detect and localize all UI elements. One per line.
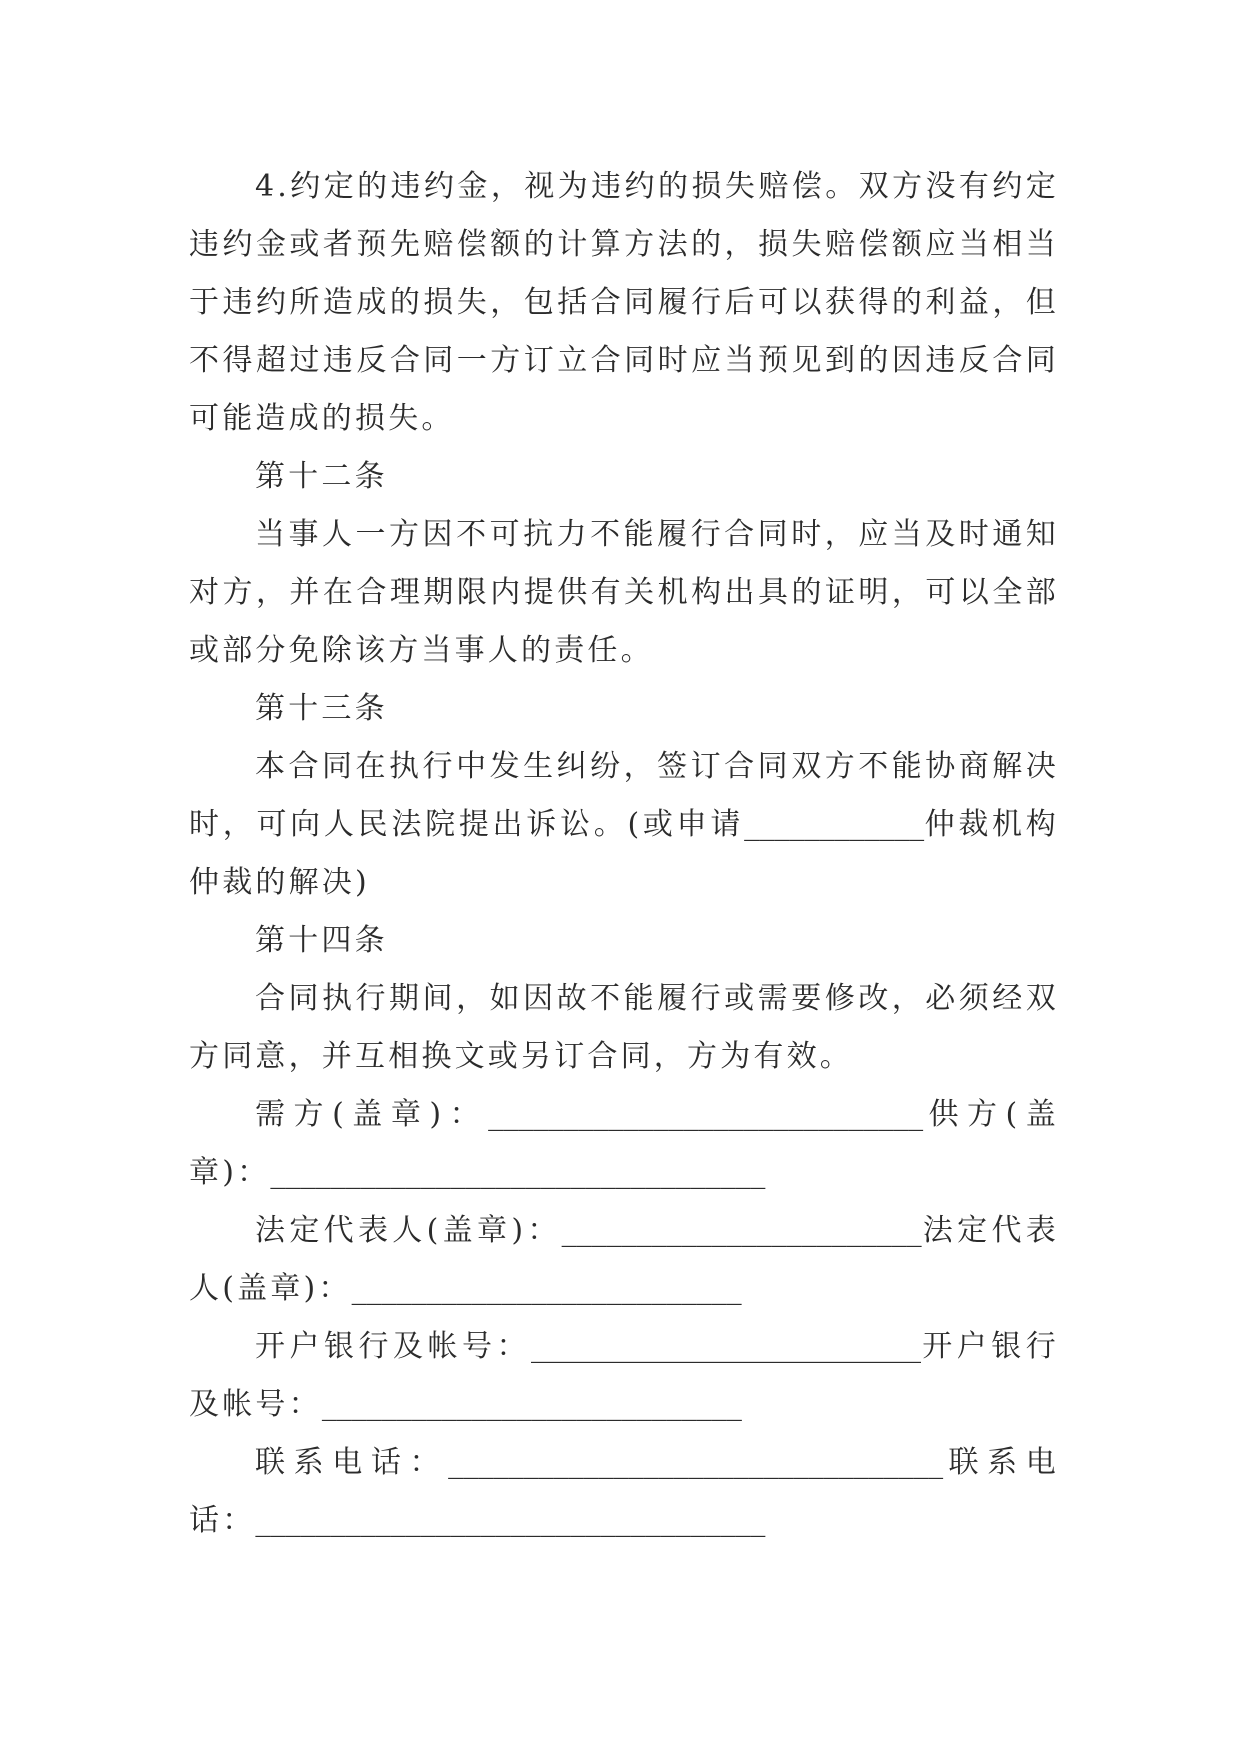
article-13-text: 本合同在执行中发生纠纷，签订合同双方不能协商解决时，可向人民法院提出诉讼。(或申请____________仲裁机构仲裁的解决) [189,749,1059,900]
fill-in-blank: __________________________ [531,1329,921,1364]
signature-legal-rep-line: 法定代表人(盖章)：________________________法定代表人(盖章)：__________________________ [189,1213,1059,1306]
article-14-heading: 第十四条 [255,923,388,958]
fill-in-blank: _________________________________ [448,1445,944,1480]
fill-in-blank: __________________________________ [255,1503,766,1538]
fill-in-blank: ____________________________ [321,1387,742,1422]
article-13-heading: 第十三条 [255,691,388,726]
fill-in-blank: _________________________________ [270,1155,766,1190]
signature-seal-line: 需方(盖章)：_____________________________供方(盖章)：_________________________________ [189,1097,1059,1190]
signature-bank-account-line: 开户银行及帐号：__________________________开户银行及帐号：____________________________ [189,1329,1059,1422]
document-body [189,158,1059,1550]
article-14-text: 合同执行期间，如因故不能履行或需要修改，必须经双方同意，并互相换文或另订合同，方为有效。 [189,981,1059,1074]
article-12-text: 当事人一方因不可抗力不能履行合同时，应当及时通知对方，并在合理期限内提供有关机构出具的证明，可以全部或部分免除该方当事人的责任。 [189,517,1059,668]
fill-in-blank: ____________ [744,807,925,842]
signature-phone-line: 联系电话：_________________________________联系电话：__________________________________ [189,1445,1059,1538]
fill-in-blank: _____________________________ [488,1097,924,1132]
fill-in-blank: ________________________ [561,1213,922,1248]
article-12-heading: 第十二条 [255,459,388,494]
fill-in-blank: __________________________ [351,1271,742,1306]
clause-11-item-4: 4.约定的违约金，视为违约的损失赔偿。双方没有约定违约金或者预先赔偿额的计算方法的，损失赔偿额应当相当于违约所造成的损失，包括合同履行后可以获得的利益，但不得超过违反合同一方订立合同时应当预见到的因违反合同可能造成的损失。 [189,169,1059,436]
